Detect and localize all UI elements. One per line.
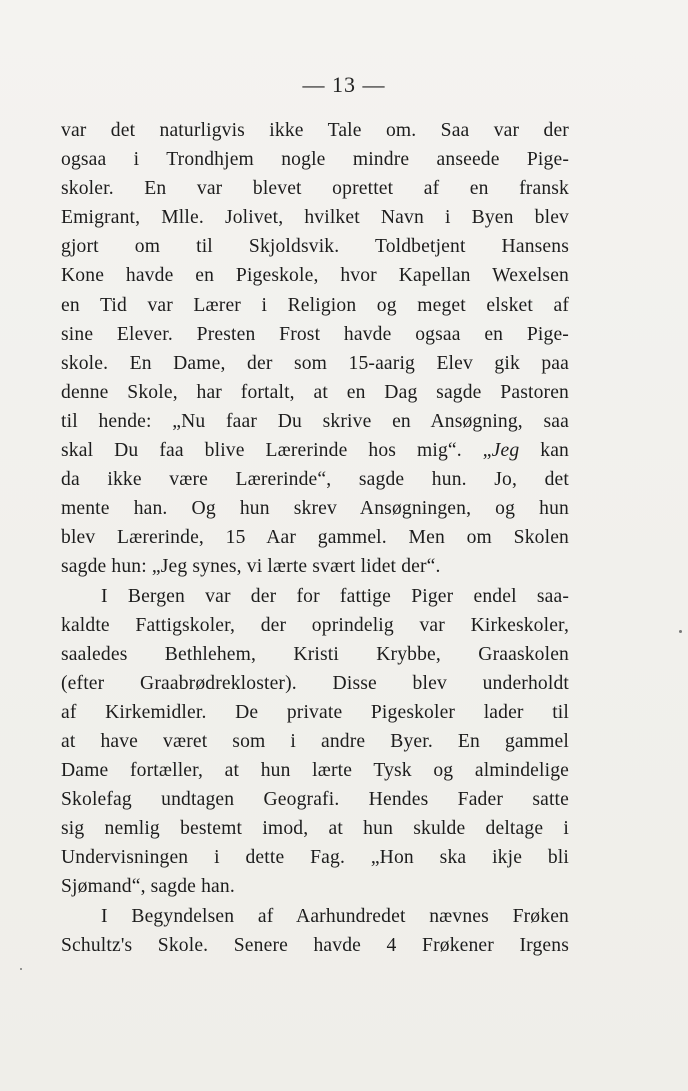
- text-line: [61, 843, 569, 872]
- text-line: [61, 116, 569, 145]
- text-span: Schultz's Skole. Senere havde 4 Frøkener Irgens: [61, 934, 569, 956]
- text-line: [61, 174, 569, 203]
- text-line: [61, 582, 569, 611]
- text-span: at have været som i andre Byer. En gammel: [61, 730, 569, 752]
- text-span: denne Skole, har fortalt, at en Dag sagde Pastoren: [61, 381, 569, 403]
- text-line: [61, 407, 569, 436]
- text-span: sine Elever. Presten Frost havde ogsaa en Pige-: [61, 323, 569, 345]
- text-line: [61, 145, 569, 174]
- text-line: [61, 523, 569, 552]
- text-span: sig nemlig bestemt imod, at hun skulde deltage i: [61, 818, 569, 840]
- text-span: Sjømand“, sagde han.: [61, 876, 235, 898]
- text-line: [61, 669, 569, 698]
- text-span: en Tid var Lærer i Religion og meget elsket af: [61, 294, 569, 316]
- text-line: [61, 552, 569, 581]
- text-span: Undervisningen i dette Fag. „Hon ska ikje bli: [61, 847, 569, 869]
- text-line: [61, 931, 569, 960]
- text-line: [61, 232, 569, 261]
- text-span: var det naturligvis ikke Tale om. Saa var der: [61, 120, 569, 141]
- text-span: da ikke være Lærerinde“, sagde hun. Jo, det: [61, 469, 569, 491]
- text-span: kan: [519, 440, 569, 462]
- text-span: kaldte Fattigskoler, der oprindelig var Kirkeskoler,: [61, 614, 569, 636]
- text-line: [61, 611, 569, 640]
- text-line: [61, 349, 569, 378]
- text-span: Skolefag undtagen Geografi. Hendes Fader satte: [61, 789, 569, 811]
- text-span: Emigrant, Mlle. Jolivet, hvilket Navn i Byen blev: [61, 207, 569, 229]
- italic-emphasis: Jeg: [491, 440, 520, 462]
- text-line: [61, 320, 569, 349]
- text-line: [61, 698, 569, 727]
- text-span: ogsaa i Trondhjem nogle mindre anseede Pige-: [61, 149, 569, 171]
- text-span: gjort om til Skjoldsvik. Toldbetjent Hansens: [61, 236, 569, 258]
- text-span: Kone havde en Pigeskole, hvor Kapellan Wexelsen: [61, 265, 569, 287]
- text-line: [61, 785, 569, 814]
- text-span: skal Du faa blive Lærerinde hos mig“. „: [61, 440, 492, 462]
- page-number: — 13 —: [302, 72, 386, 97]
- paper-speck: [679, 630, 682, 633]
- text-line: [61, 756, 569, 785]
- body-text: [61, 116, 569, 960]
- text-span: blev Lærerinde, 15 Aar gammel. Men om Skolen: [61, 527, 569, 549]
- text-span: Dame fortæller, at hun lærte Tysk og almindelige: [61, 760, 569, 782]
- text-span: skole. En Dame, der som 15-aarig Elev gik paa: [61, 352, 569, 374]
- text-span: saaledes Bethlehem, Kristi Krybbe, Graaskolen: [61, 643, 569, 665]
- text-span: til hende: „Nu faar Du skrive en Ansøgning, saa: [61, 410, 569, 432]
- text-span: mente han. Og hun skrev Ansøgningen, og hun: [61, 498, 569, 520]
- text-line: [61, 814, 569, 843]
- text-line: [61, 727, 569, 756]
- text-span: I Bergen var der for fattige Piger endel saa-: [101, 585, 569, 607]
- text-line: [61, 203, 569, 232]
- text-span: (efter Graabrødrekloster). Disse blev underholdt: [61, 672, 569, 694]
- text-line: [61, 640, 569, 669]
- text-span: sagde hun: „Jeg synes, vi lærte svært lidet der“.: [61, 556, 441, 578]
- text-line: [61, 261, 569, 290]
- text-line: [61, 902, 569, 931]
- text-span: I Begyndelsen af Aarhundredet nævnes Frøken: [101, 905, 569, 927]
- text-line: [61, 291, 569, 320]
- text-line: [61, 494, 569, 523]
- text-line: [61, 872, 569, 901]
- paper-speck: [20, 968, 22, 970]
- text-span: skoler. En var blevet oprettet af en fransk: [61, 178, 569, 200]
- text-span: af Kirkemidler. De private Pigeskoler lader til: [61, 701, 569, 723]
- text-line: [61, 378, 569, 407]
- text-line: [61, 465, 569, 494]
- text-line: [61, 436, 569, 465]
